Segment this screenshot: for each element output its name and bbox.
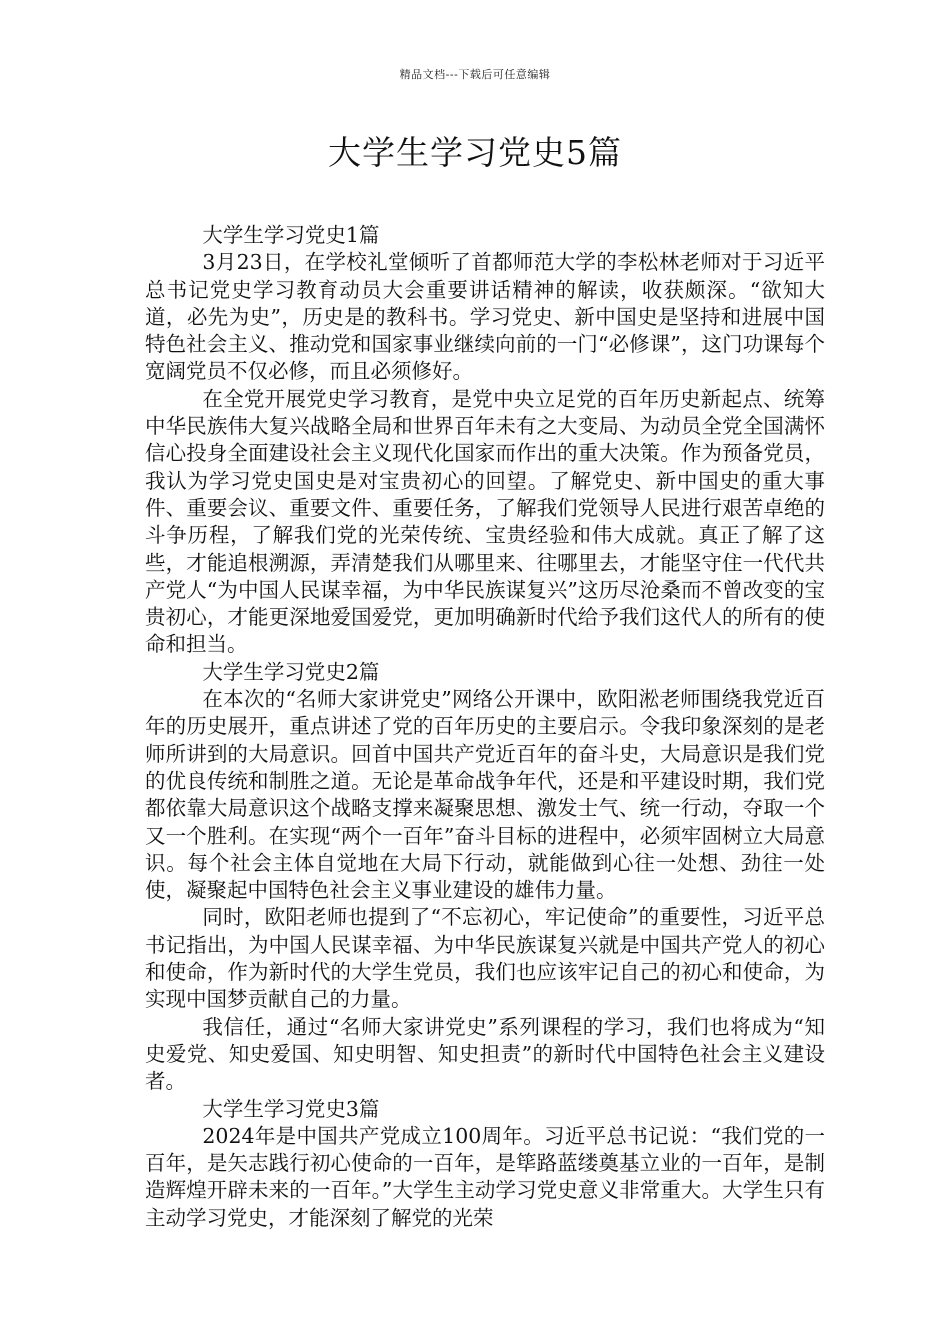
body-paragraph: 同时，欧阳老师也提到了“不忘初心，牢记使命”的重要性，习近平总书记指出，为中国人民谋幸福、为中华民族谋复兴就是中国共产党人的初心和使命，作为新时代的大学生党员，我们也应该牢记自己的初心和使命，为实现中国梦贡献自己的力量。 (145, 905, 825, 1012)
header-note: 精品文档---下载后可任意编辑 (399, 68, 551, 81)
document-title: 大学生学习党史5篇 (328, 133, 622, 172)
body-paragraph: 我信任，通过“名师大家讲党史”系列课程的学习，我们也将成为“知史爱党、知史爱国、知史明智、知史担责”的新时代中国特色社会主义建设者。 (145, 1014, 825, 1094)
section-heading: 大学生学习党史2篇 (202, 659, 380, 684)
section-heading: 大学生学习党史1篇 (202, 223, 380, 247)
body-paragraph: 2024年是中国共产党成立100周年。习近平总书记说：“我们党的一百年，是矢志践行初心使命的一百年，是筚路蓝缕奠基立业的一百年，是制造辉煌开辟未来的一百年。”大学生主动学习党史意义非常重大。大学生只有主动学习党史，才能深刻了解党的光荣 (145, 1123, 825, 1230)
body-paragraph: 在本次的“名师大家讲党史”网络公开课中，欧阳淞老师围绕我党近百年的历史展开，重点讲述了党的百年历史的主要启示。令我印象深刻的是老师所讲到的大局意识。回首中国共产党近百年的奋斗史，大局意识是我们党的优良传统和制胜之道。无论是革命战争年代，还是和平建设时期，我们党都依靠大局意识这个战略支撑来凝聚思想、激发士气、统一行动，夺取一个又一个胜利。在实现“两个一百年”奋斗目标的进程中，必须牢固树立大局意识。每个社会主体自觉地在大局下行动，就能做到心往一处想、劲往一处使，凝聚起中国特色社会主义事业建设的雄伟力量。 (145, 687, 825, 903)
document-body (145, 222, 825, 1232)
body-paragraph: 在全党开展党史学习教育，是党中央立足党的百年历史新起点、统筹中华民族伟大复兴战略全局和世界百年未有之大变局、为动员全党全国满怀信心投身全面建设社会主义现代化国家而作出的重大决策。作为预备党员，我认为学习党史国史是对宝贵初心的回望。了解党史、新中国史的重大事件、重要会议、重要文件、重要任务，了解我们党领导人民进行艰苦卓绝的斗争历程，了解我们党的光荣传统、宝贵经验和伟大成就。真正了解了这些，才能追根溯源，弄清楚我们从哪里来、往哪里去，才能坚守住一代代共产党人“为中国人民谋幸福，为中华民族谋复兴”这历尽沧桑而不曾改变的宝贵初心，才能更深地爱国爱党，更加明确新时代给予我们这代人的所有的使命和担当。 (145, 386, 825, 657)
section-heading: 大学生学习党史3篇 (202, 1096, 380, 1121)
body-paragraph: 3月23日，在学校礼堂倾听了首都师范大学的李松林老师对于习近平总书记党史学习教育动员大会重要讲话精神的解读，收获颇深。“欲知大道，必先为史”，历史是的教科书。学习党史、新中国史是坚持和进展中国特色社会主义、推动党和国家事业继续向前的一门“必修课”，这门功课每个宽阔党员不仅必修，而且必须修好。 (145, 250, 825, 384)
